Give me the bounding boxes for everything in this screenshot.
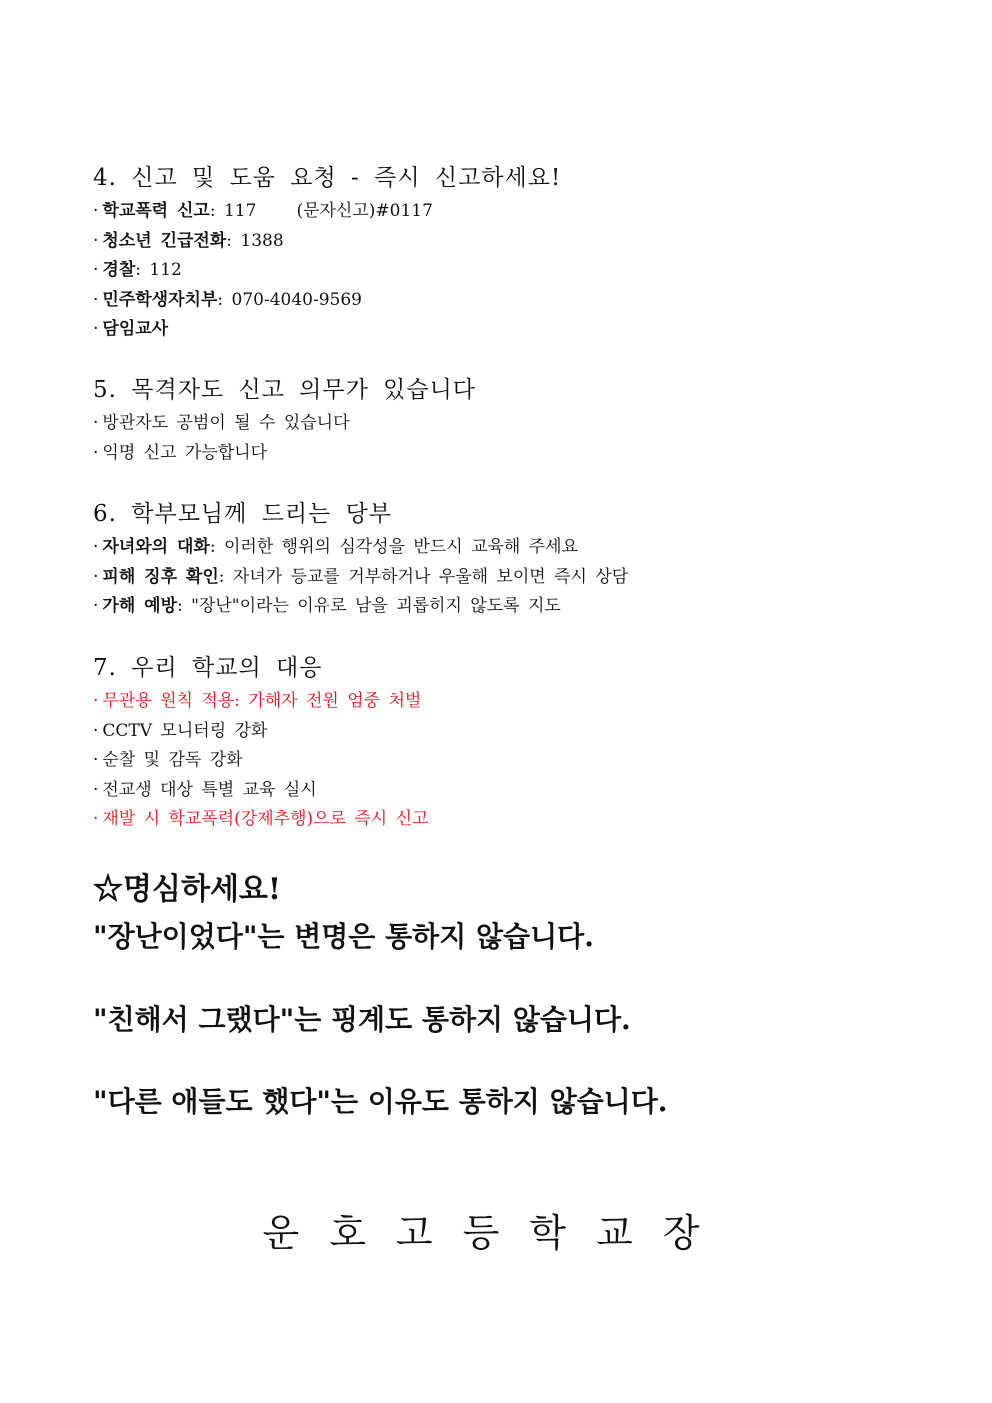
- bullet: ·: [93, 260, 99, 280]
- item-text: 무관용 원칙 적용: 가해자 전원 엄중 처벌: [102, 691, 422, 711]
- item-extra: (문자신고)#0117: [296, 201, 433, 221]
- section-school-response: [93, 653, 913, 835]
- item-value: : 117: [209, 201, 257, 221]
- list-item: [93, 533, 913, 563]
- bullet: ·: [93, 319, 99, 339]
- reminder-line: "다른 애들도 했다"는 이유도 통하지 않습니다.: [93, 1085, 668, 1118]
- bullet: ·: [93, 596, 99, 616]
- list-item: [93, 563, 913, 593]
- section-title: 4. 신고 및 도움 요청 - 즉시 신고하세요!: [93, 165, 562, 191]
- section-report-help: [93, 163, 913, 345]
- bullet: ·: [93, 413, 99, 433]
- list-item: [93, 592, 913, 622]
- list-item-emphasis: [93, 687, 913, 717]
- list-item: [93, 256, 913, 286]
- item-label: 가해 예방: [102, 596, 178, 616]
- bullet: ·: [93, 230, 99, 251]
- bullet: ·: [93, 289, 99, 310]
- bullet: ·: [93, 720, 99, 741]
- item-label: 민주학생자치부: [102, 289, 218, 310]
- list-item: [93, 717, 913, 747]
- item-text: 순찰 및 감독 강화: [102, 750, 243, 770]
- item-value: : 이러한 행위의 심각성을 반드시 교육해 주세요: [209, 537, 579, 557]
- section-title: 5. 목격자도 신고 의무가 있습니다: [93, 377, 477, 403]
- bullet: ·: [93, 566, 99, 587]
- bullet: ·: [93, 442, 99, 463]
- section-parent-request: [93, 499, 913, 622]
- list-item: [93, 315, 913, 345]
- item-text: 재발 시 학교폭력(강제추행)으로 즉시 신고: [102, 809, 429, 829]
- item-text: 익명 신고 가능합니다: [102, 442, 268, 463]
- section-title: 7. 우리 학교의 대응: [93, 655, 323, 681]
- list-item: [93, 197, 913, 227]
- item-value: : 자녀가 등교를 거부하거나 우울해 보이면 즉시 상담: [218, 566, 629, 587]
- reminder-line: "친해서 그랬다"는 핑계도 통하지 않습니다.: [93, 1003, 631, 1036]
- list-item: [93, 746, 913, 776]
- bullet: ·: [93, 201, 99, 221]
- item-label: 자녀와의 대화: [102, 537, 210, 557]
- bullet: ·: [93, 809, 99, 829]
- item-value: : 070-4040-9569: [217, 289, 362, 310]
- item-label: 경찰: [102, 260, 136, 280]
- bullet: ·: [93, 779, 99, 800]
- reminder-title: ☆명심하세요!: [93, 872, 282, 907]
- list-item: [93, 409, 913, 439]
- list-item: [93, 227, 913, 257]
- section-title: 6. 학부모님께 드리는 당부: [93, 501, 393, 527]
- school-principal-signature: 운호고등학교장: [262, 1211, 730, 1255]
- item-label: 담임교사: [102, 319, 169, 339]
- list-item-emphasis: [93, 805, 913, 835]
- item-label: 청소년 긴급전화: [102, 230, 227, 251]
- item-text: 전교생 대상 특별 교육 실시: [102, 779, 317, 800]
- item-text: CCTV 모니터링 강화: [102, 720, 268, 741]
- item-value: : "장난"이라는 이유로 남을 괴롭히지 않도록 지도: [177, 596, 561, 616]
- item-text: 방관자도 공범이 될 수 있습니다: [102, 413, 350, 433]
- item-label: 피해 징후 확인: [102, 566, 219, 587]
- item-label: 학교폭력 신고: [102, 201, 210, 221]
- list-item: [93, 776, 913, 806]
- item-value: : 1388: [226, 230, 284, 251]
- section-witness-duty: [93, 375, 913, 468]
- bullet: ·: [93, 537, 99, 557]
- bullet: ·: [93, 691, 99, 711]
- bullet: ·: [93, 750, 99, 770]
- item-value: : 112: [135, 260, 182, 280]
- reminder-line: "장난이었다"는 변명은 통하지 않습니다.: [93, 920, 594, 953]
- list-item: [93, 439, 913, 469]
- list-item: [93, 286, 913, 316]
